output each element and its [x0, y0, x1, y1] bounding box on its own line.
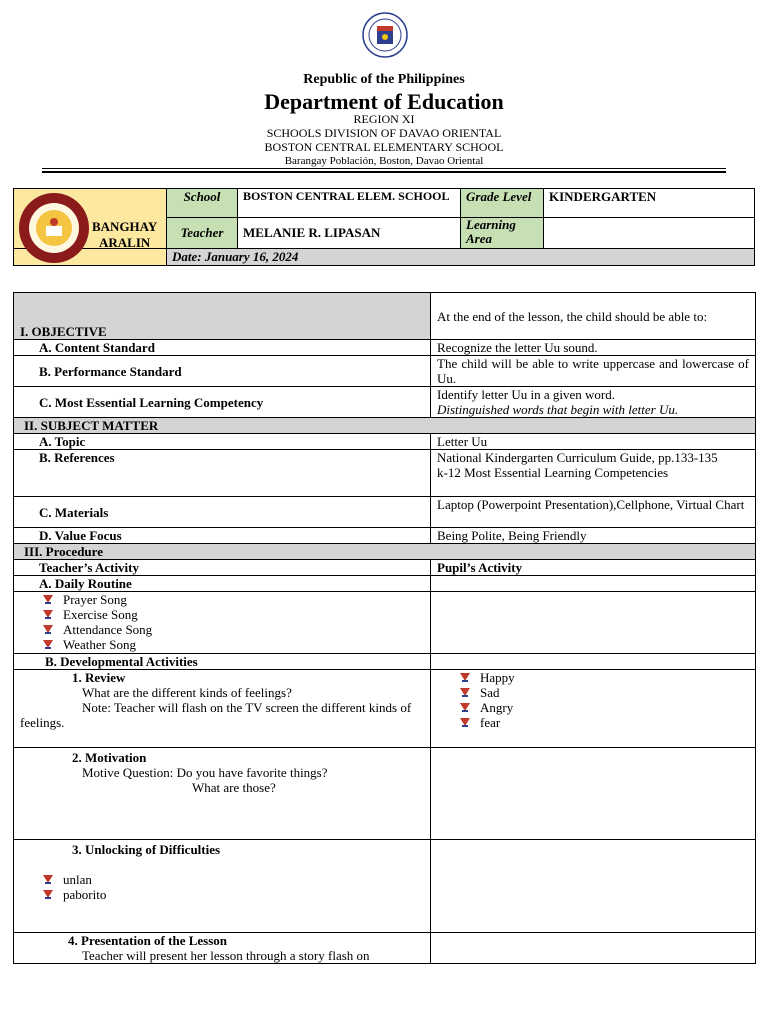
materials-label: C. Materials [14, 497, 431, 528]
lesson-info-table [13, 188, 755, 266]
header-rule-thick [42, 171, 726, 173]
motivation-question-2: What are those? [192, 780, 276, 795]
list-item: Sad [456, 685, 749, 700]
banghay-aralin-cell [14, 189, 167, 249]
teacher-activity-header: Teacher’s Activity [14, 560, 431, 576]
reference-1: National Kindergarten Curriculum Guide, pp.133-135 [437, 450, 718, 465]
unlocking-title: 3. Unlocking of Difficulties [72, 842, 221, 857]
melc-item-1: Identify letter Uu in a given word. [437, 387, 615, 402]
learning-area-value [544, 218, 755, 249]
presentation-cell [14, 933, 431, 964]
motivation-cell [14, 748, 431, 840]
list-item: unlan [39, 872, 424, 887]
list-item: Attendance Song [39, 622, 424, 637]
region-line: REGION XI [353, 112, 415, 126]
topic-label: A. Topic [14, 434, 431, 450]
republic-line: Republic of the Philippines [303, 72, 465, 87]
list-item: Happy [456, 670, 749, 685]
list-item: Exercise Song [39, 607, 424, 622]
feelings-list [431, 670, 756, 748]
grade-label: Grade Level [461, 189, 544, 218]
school-label: School [167, 189, 238, 218]
procedure-title: III. Procedure [14, 544, 756, 560]
motivation-question-1: Motive Question: Do you have favorite things? [82, 765, 328, 780]
value-focus-value: Being Polite, Being Friendly [431, 528, 756, 544]
value-focus-label: D. Value Focus [14, 528, 431, 544]
grade-value: KINDERGARTEN [544, 189, 755, 218]
review-cell [14, 670, 431, 748]
melc-value [431, 387, 756, 418]
motivation-pupil-cell [431, 748, 756, 840]
objective-title: I. OBJECTIVE [14, 293, 431, 340]
learning-area-label: Learning Area [461, 218, 544, 249]
teacher-value: MELANIE R. LIPASAN [238, 218, 461, 249]
banghay-label: BANGHAY [92, 219, 158, 234]
lesson-plan-table [13, 292, 756, 964]
content-standard-label: A. Content Standard [14, 340, 431, 356]
topic-value: Letter Uu [431, 434, 756, 450]
list-item: paborito [39, 887, 424, 902]
references-label: B. References [14, 450, 431, 497]
lesson-date: Date: January 16, 2024 [167, 249, 755, 266]
routine-list [14, 592, 431, 654]
pupil-activity-header: Pupil’s Activity [431, 560, 756, 576]
aralin-label: ARALIN [98, 235, 151, 250]
content-standard-value: Recognize the letter Uu sound. [431, 340, 756, 356]
deped-seal [362, 12, 408, 58]
reference-2: k-12 Most Essential Learning Competencies [437, 465, 669, 480]
melc-item-2: Distinguished words that begin with letter Uu. [437, 402, 679, 417]
division-line: SCHOOLS DIVISION OF DAVAO ORIENTAL [266, 126, 502, 140]
teacher-label: Teacher [167, 218, 238, 249]
presentation-pupil-cell [431, 933, 756, 964]
daily-routine-pupil-cell [431, 576, 756, 592]
list-item: fear [456, 715, 749, 730]
review-note: Note: Teacher will flash on the TV screen the different kinds of feelings. [20, 700, 412, 730]
daily-routine-label: A. Daily Routine [14, 576, 431, 592]
address-line: Barangay Población, Boston, Davao Oriental [284, 155, 484, 167]
routine-pupil-cell [431, 592, 756, 654]
school-line: BOSTON CENTRAL ELEMENTARY SCHOOL [264, 140, 504, 154]
developmental-label: B. Developmental Activities [14, 654, 431, 670]
presentation-text: Teacher will present her lesson through a story flash on [82, 948, 370, 963]
performance-standard-label: B. Performance Standard [14, 356, 431, 387]
header-rule [42, 168, 726, 169]
review-title: 1. Review [72, 670, 126, 685]
objective-intro: At the end of the lesson, the child should be able to: [431, 293, 756, 340]
developmental-pupil-cell [431, 654, 756, 670]
unlocking-cell [14, 840, 431, 933]
materials-value: Laptop (Powerpoint Presentation),Cellphone, Virtual Chart [431, 497, 756, 528]
department-title: Department of Education [264, 89, 504, 114]
performance-standard-value: The child will be able to write uppercase and lowercase of Uu. [431, 356, 756, 387]
list-item: Prayer Song [39, 592, 424, 607]
references-value [431, 450, 756, 497]
subject-matter-title: II. SUBJECT MATTER [14, 418, 756, 434]
list-item: Angry [456, 700, 749, 715]
unlocking-pupil-cell [431, 840, 756, 933]
review-question: What are the different kinds of feelings? [82, 685, 292, 700]
motivation-title: 2. Motivation [72, 750, 147, 765]
school-value: BOSTON CENTRAL ELEM. SCHOOL [238, 189, 461, 218]
list-item: Weather Song [39, 637, 424, 652]
school-logo [16, 192, 92, 264]
presentation-title: 4. Presentation of the Lesson [68, 933, 228, 948]
melc-label: C. Most Essential Learning Competency [14, 387, 431, 418]
